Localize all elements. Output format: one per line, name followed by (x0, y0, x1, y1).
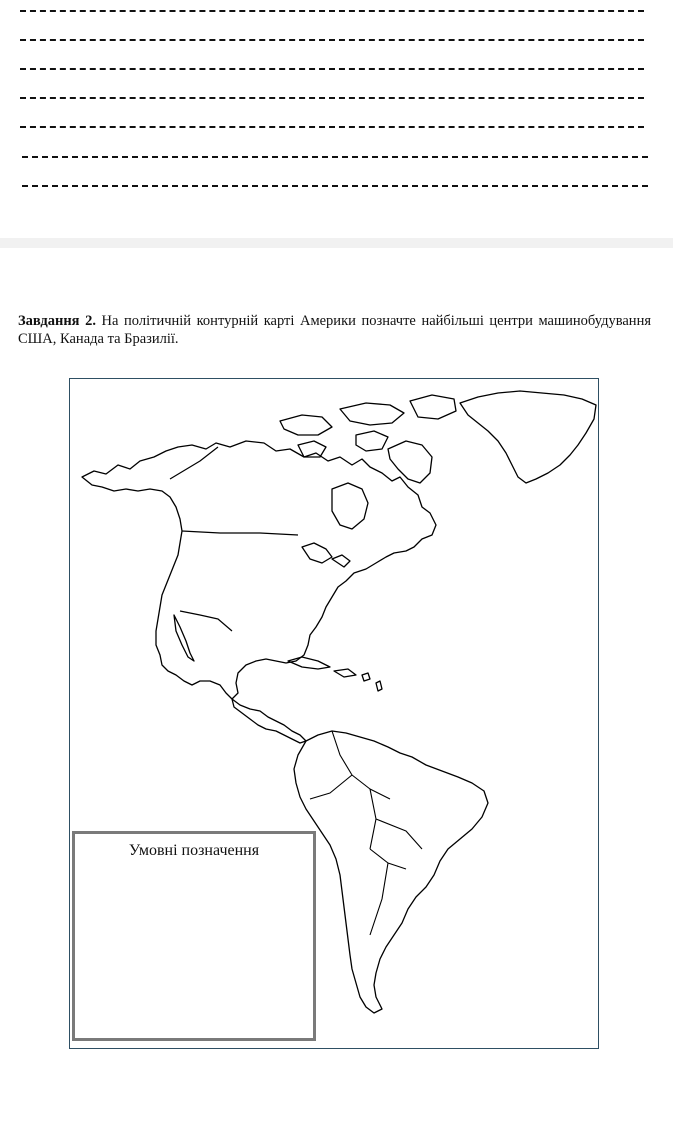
answer-lines-area (0, 0, 673, 238)
legend-title: Умовні позначення (128, 842, 260, 859)
page-separator (0, 238, 673, 248)
central-america-outline (232, 699, 306, 743)
baja-california-outline (174, 615, 194, 661)
canada-usa-border (182, 531, 298, 535)
hudson-bay-outline (332, 483, 368, 529)
usa-mexico-border (180, 611, 232, 631)
north-america-outline (82, 441, 436, 699)
caribbean-island (376, 681, 382, 691)
answer-line[interactable] (22, 156, 648, 158)
answer-line[interactable] (20, 68, 644, 70)
answer-line[interactable] (20, 97, 644, 99)
arctic-island (410, 395, 456, 419)
answer-line[interactable] (20, 39, 644, 41)
hispaniola-outline (334, 669, 356, 677)
arctic-island (356, 431, 388, 451)
answer-line[interactable] (22, 185, 648, 187)
map-legend-box[interactable] (72, 831, 316, 1041)
answer-line[interactable] (20, 126, 644, 128)
task-description: На політичній контурній карті Америки позначте найбільші центри машинобудування США, Канада та Бразилії. (18, 313, 651, 347)
south-america-outline (294, 731, 488, 1013)
cuba-outline (288, 657, 330, 669)
baffin-island (388, 441, 432, 483)
great-lakes-outline (332, 555, 350, 567)
south-america-borders (310, 731, 422, 935)
caribbean-island (362, 673, 370, 681)
answer-line[interactable] (20, 10, 644, 12)
task-statement (18, 312, 651, 348)
greenland-outline (460, 391, 596, 483)
alaska-canada-border (170, 447, 218, 479)
arctic-island (340, 403, 404, 425)
great-lakes-outline (302, 543, 332, 563)
task-number: Завдання 2. (18, 313, 96, 329)
arctic-island (280, 415, 332, 435)
